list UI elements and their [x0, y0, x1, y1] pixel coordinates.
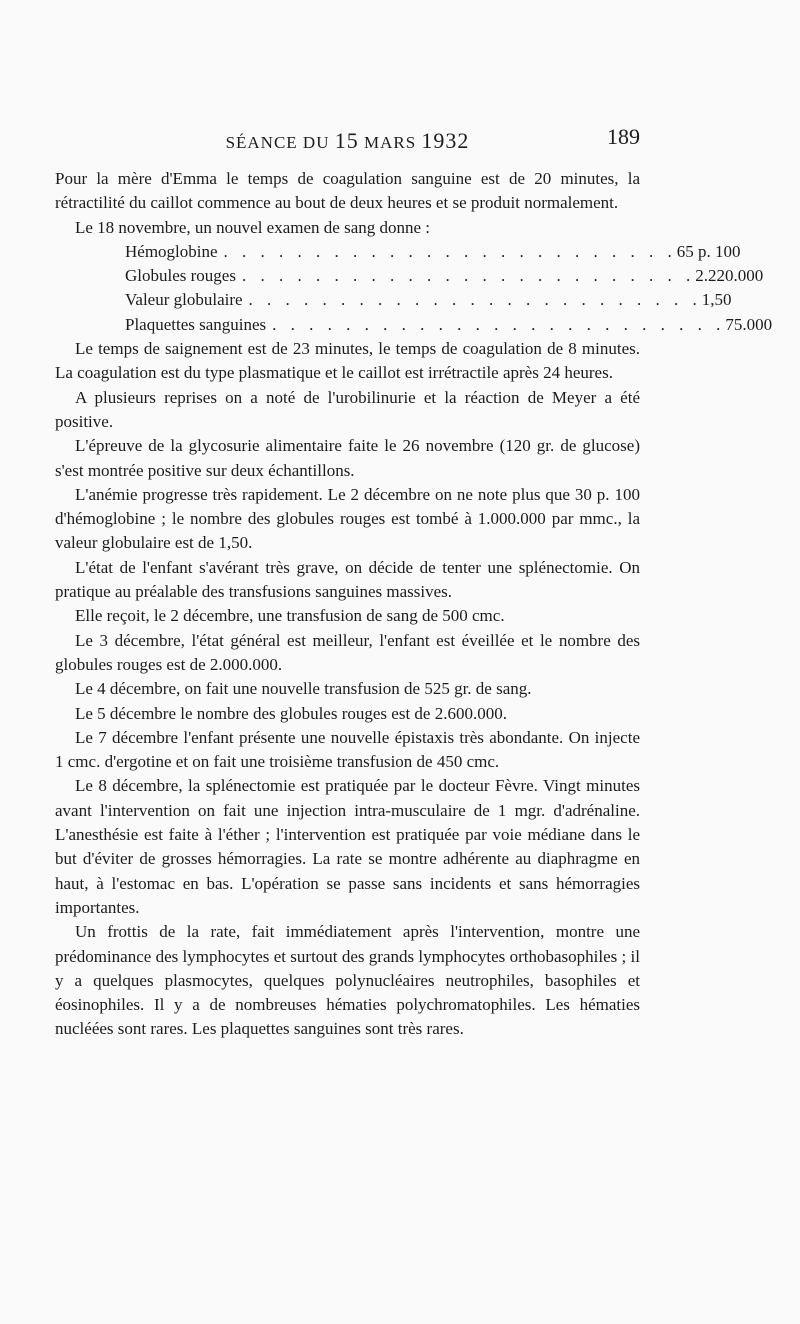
leader-dots: . . . . . . . . . . . . . . . . . . . . . . . . .: [241, 266, 696, 286]
table-row: [125, 288, 732, 312]
header-year: 1932: [421, 128, 470, 153]
leader-dots: . . . . . . . . . . . . . . . . . . . . . . . . .: [248, 290, 702, 310]
header-month: MARS: [363, 133, 417, 152]
paragraph: Pour la mère d'Emma le temps de coagulation sanguine est de 20 minutes, la rétractilité du caillot commence au bout de deux heures et se produit normalement.: [55, 169, 640, 213]
paragraph: Le 7 décembre l'enfant présente une nouvelle épistaxis très abondante. On injecte 1 cmc. d'ergotine et on fait une troisième transfusion de 450 cmc.: [55, 727, 640, 772]
table-label: Valeur globulaire: [125, 290, 243, 310]
paragraph: Le temps de saignement est de 23 minutes, le temps de coagulation de 8 minutes. La coagulation est du type plasmatique et le caillot est irrétractile après 24 heures.: [55, 339, 640, 383]
paragraph: Le 3 décembre, l'état général est meilleur, l'enfant est éveillée et le nombre des globules rouges est de 2.000.000.: [55, 630, 640, 674]
table-row: [125, 313, 773, 337]
blood-exam-table: [55, 240, 773, 337]
table-value: 65 p. 100: [676, 241, 741, 261]
table-label: Plaquettes sanguines: [125, 314, 267, 334]
body-text: [55, 167, 773, 1042]
paragraph: L'anémie progresse très rapidement. Le 2 décembre on ne note plus que 30 p. 100 d'hémoglobine ; le nombre des globules rouges est tombé à 1.000.000 par mmc., la valeur globulaire est de 1,50.: [55, 484, 640, 553]
page-number: 189: [607, 124, 640, 149]
paragraph: L'épreuve de la glycosurie alimentaire faite le 26 novembre (120 gr. de glucose) s'est montrée positive sur deux échantillons.: [55, 436, 640, 480]
table-value: 75.000: [725, 314, 773, 334]
running-header: [55, 122, 640, 154]
header-title: [55, 128, 640, 154]
paragraph: A plusieurs reprises on a noté de l'urobilinurie et la réaction de Meyer a été positive.: [55, 387, 640, 431]
paragraph: Le 4 décembre, on fait une nouvelle transfusion de 525 gr. de sang.: [75, 679, 532, 699]
table-row: [125, 240, 741, 264]
leader-dots: . . . . . . . . . . . . . . . . . . . . . . . . .: [272, 314, 726, 334]
paragraph: Le 8 décembre, la splénectomie est pratiquée par le docteur Fèvre. Vingt minutes avant l'intervention on fait une injection intra-musculaire de 1 mgr. d'adrénaline. L'anesthésie est faite à l'éther ; l'intervention est pratiquée par voie médiane dans le but d'éviter de grosses hémorragies. La rate se montre adhérente au diaphragme en haut, à l'estomac en bas. L'opération se passe sans incidents et sans hémorragies importantes.: [55, 776, 640, 917]
paragraph: L'état de l'enfant s'avérant très grave, on décide de tenter une splénectomie. On pratique au préalable des transfusions sanguines massives.: [55, 557, 640, 602]
table-value: 1,50: [701, 290, 732, 310]
paragraph: Un frottis de la rate, fait immédiatement après l'intervention, montre une prédominance des lymphocytes et surtout des grands lymphocytes orthobasophiles ; il y a quelques plasmocytes, quelques polynucléaires neutrophiles, basophiles et éosinophiles. Il y a de nombreuses hématies polychromatophiles. Les hématies nucléées sont rares. Les plaquettes sanguines sont très rares.: [55, 922, 640, 1039]
header-day: 15: [334, 128, 359, 153]
paragraph: Le 18 novembre, un nouvel examen de sang donne :: [75, 217, 431, 237]
leader-dots: . . . . . . . . . . . . . . . . . . . . . . . . .: [223, 241, 677, 261]
paragraph: Elle reçoit, le 2 décembre, une transfusion de sang de 500 cmc.: [75, 606, 505, 626]
header-prefix: SÉANCE DU: [225, 133, 330, 152]
table-row: [125, 264, 764, 288]
paragraph: Le 5 décembre le nombre des globules rouges est de 2.600.000.: [75, 703, 507, 723]
table-label: Globules rouges: [125, 266, 236, 286]
table-value: 2.220.000: [695, 266, 764, 286]
table-label: Hémoglobine: [125, 241, 218, 261]
